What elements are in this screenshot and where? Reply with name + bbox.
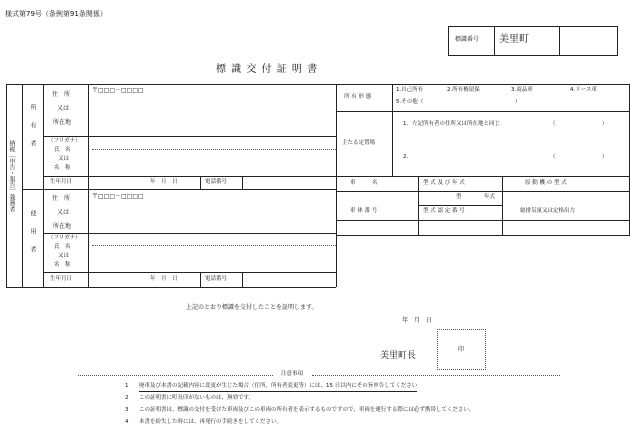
location-line-1-open: （ — [550, 121, 556, 127]
document-title: 標 識 交 付 証 明 書 — [216, 64, 319, 75]
location-label: 主たる定置場 — [342, 140, 376, 146]
ownership-option-2: 2.所有権留保 — [447, 87, 480, 93]
vehicle-year-label: 年式 — [484, 194, 496, 200]
vehicle-displacement-label: 総排気量又は定格出力 — [520, 208, 576, 214]
vehicle-engine-label: 原 動 機 の 型 式 — [525, 180, 567, 186]
form-number: 様式第79号（条例第91条関係） — [5, 10, 107, 18]
user-address-label-2: 又は — [57, 209, 70, 216]
ownership-label: 所 有 形 態 — [344, 94, 372, 100]
ownership-option-1: 1.自己所有 — [396, 87, 424, 93]
user-postal-code: 〒□□□－□□□□ — [92, 193, 144, 200]
note-text: 本書を紛失した時には、再発行の手続きをしてください。 — [139, 419, 283, 425]
user-label: 使用者 — [29, 210, 36, 264]
owner-name-label-3: 名 称 — [54, 165, 71, 171]
location-line-2-close: ） — [602, 154, 608, 160]
note-text: この証明書は、標識の交付を受けた車両及びこの車両の所有者を表示するものですので、車両を運行する際には必ず携帯してください。 — [139, 407, 475, 413]
note-number: 2 — [125, 395, 129, 401]
seal-box — [437, 329, 486, 370]
location-line-1: 1．左記所有者の住所又は所在地と同じ — [403, 121, 501, 127]
ownership-option-3: 3.商品車 — [511, 87, 533, 93]
taxpayer-side-label: 納税［申告・報告］義務者 — [8, 140, 15, 212]
user-address-label-1: 住 所 — [52, 195, 71, 202]
note-text: 廃車及び本書の記載内容に変更が生じた場合（住所、所有者変更等）には、15 日以内にその旨申告してください — [139, 384, 417, 392]
ownership-option-4: 4.リース車 — [570, 87, 597, 93]
user-name-label-2: 又は — [58, 253, 70, 259]
notes-heading: 注意事項 — [281, 371, 304, 377]
owner-name-label-1: 氏 名 — [54, 147, 71, 153]
plate-number-box — [448, 26, 618, 56]
owner-furigana-label: （フリガナ） — [48, 138, 81, 144]
owner-name-label-2: 又は — [58, 156, 70, 162]
certification-date: 年 月 日 — [402, 317, 433, 324]
owner-label: 所有者 — [29, 104, 36, 158]
vehicle-model-year-label: 型 式 及 び 年 式 — [423, 180, 465, 186]
ownership-option-other: 5.その他（ — [396, 99, 424, 105]
ownership-other-close: ） — [515, 99, 521, 105]
note-number: 1 — [125, 383, 129, 389]
user-name-label-1: 氏 名 — [54, 244, 71, 250]
location-line-2: 2． — [403, 154, 412, 160]
owner-birth-date: 年 月 日 — [150, 179, 178, 185]
note-number: 3 — [125, 407, 129, 413]
user-birth-label: 生年月日 — [50, 276, 73, 282]
vehicle-chassis-label: 車 体 番 号 — [350, 208, 378, 214]
location-line-2-open: （ — [550, 154, 556, 160]
owner-phone-label: 電話番号 — [205, 179, 228, 185]
note-number: 4 — [125, 419, 129, 425]
owner-birth-label: 生年月日 — [50, 179, 73, 185]
vehicle-type-label: 型 — [456, 194, 462, 200]
vehicle-name-label: 車 名 — [350, 180, 378, 186]
user-birth-date: 年 月 日 — [150, 276, 178, 282]
note-text: この証明書に町長印がないものは、無効です。 — [139, 395, 255, 401]
user-address-label-3: 所在地 — [53, 223, 72, 230]
user-phone-label: 電話番号 — [205, 276, 228, 282]
user-furigana-label: （フリガナ） — [48, 235, 81, 241]
mayor-title: 美里町長 — [380, 351, 417, 361]
certification-statement: 上記のとおり標識を交付したことを証明します。 — [186, 304, 318, 311]
plate-number-label: 標識番号 — [455, 36, 480, 43]
owner-address-label-2: 又は — [57, 105, 70, 112]
seal-label: 印 — [458, 346, 465, 353]
owner-address-label-3: 所在地 — [53, 119, 72, 126]
user-name-label-3: 名 称 — [54, 262, 71, 268]
vehicle-approval-label: 型 式 認 定 番 号 — [423, 208, 465, 214]
location-line-1-close: ） — [602, 121, 608, 127]
owner-address-label-1: 住 所 — [52, 91, 71, 98]
plate-number-value: 美里町 — [499, 34, 529, 45]
owner-postal-code: 〒□□□－□□□□ — [92, 87, 144, 94]
